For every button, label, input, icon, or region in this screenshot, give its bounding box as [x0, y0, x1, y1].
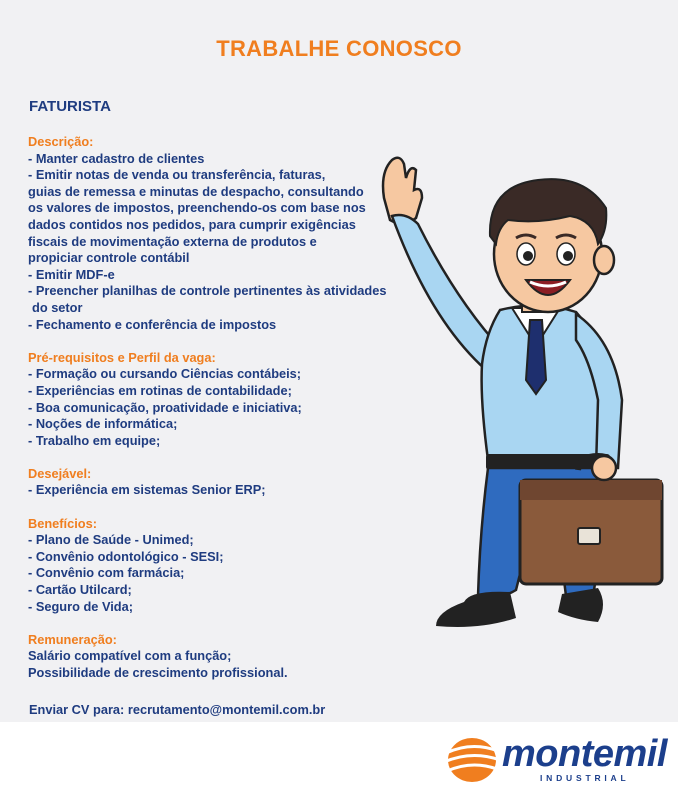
list-item: propiciar controle contábil [28, 250, 190, 266]
list-item: - Formação ou cursando Ciências contábeis; [28, 366, 302, 382]
section-prerequisitos [28, 350, 418, 450]
businessman-waving-with-briefcase-icon [370, 150, 670, 640]
list-item: - Convênio odontológico - SESI; [28, 548, 224, 564]
list-item: - Trabalho em equipe; [28, 432, 161, 448]
list-item: - Seguro de Vida; [28, 598, 133, 614]
list-item: - Manter cadastro de clientes [28, 150, 205, 166]
list-item: guias de remessa e minutas de despacho, consultando [28, 183, 364, 199]
list-item: - Cartão Utilcard; [28, 582, 132, 598]
section-beneficios [28, 516, 418, 616]
list-item: fiscais de movimentação externa de produtos e [28, 233, 317, 249]
list-item: Possibilidade de crescimento profissional. [28, 665, 288, 680]
list-item: - Noções de informática; [28, 416, 178, 432]
list-item: Salário compatível com a função; [28, 648, 232, 664]
list-item: - Plano de Saúde - Unimed; [28, 532, 194, 548]
section-desejavel [28, 466, 418, 499]
hand-icon [383, 158, 422, 224]
section-title: Descrição: [28, 134, 94, 149]
page-title: TRABALHE CONOSCO [216, 36, 462, 61]
list-item: - Emitir MDF-e [28, 266, 115, 282]
list-item: - Preencher planilhas de controle pertinentes às atividades [28, 283, 387, 299]
face-icon [490, 179, 614, 312]
brand-name: montemil [502, 733, 667, 775]
job-description [28, 134, 418, 698]
list-item: - Fechamento e conferência de impostos [28, 316, 277, 332]
section-descricao [28, 134, 418, 333]
section-remuneracao [28, 632, 418, 682]
job-title: FATURISTA [29, 98, 111, 115]
section-title: Pré-requisitos e Perfil da vaga: [28, 349, 216, 365]
list-item: - Experiência em sistemas Senior ERP; [28, 482, 266, 498]
list-item: - Boa comunicação, proatividade e iniciativa; [28, 399, 302, 415]
section-title: Remuneração: [28, 631, 117, 647]
brand-subtitle: INDUSTRIAL [540, 773, 630, 783]
list-item: do setor [32, 299, 83, 315]
list-item: - Experiências em rotinas de contabilidade; [28, 382, 292, 398]
contact-email: Enviar CV para: recrutamento@montemil.com.br [29, 702, 326, 717]
orange-sphere-icon [442, 735, 500, 785]
section-title: Benefícios: [28, 515, 97, 531]
list-item: os valores de impostos, preenchendo-os com base nos [28, 200, 366, 216]
list-item: dados contidos nos pedidos, para cumprir exigências [28, 216, 356, 232]
section-title: Desejável: [28, 465, 92, 481]
list-item: - Convênio com farmácia; [28, 565, 185, 581]
montemil-logo [442, 733, 667, 785]
list-item: - Emitir notas de venda ou transferência, faturas, [28, 167, 326, 183]
